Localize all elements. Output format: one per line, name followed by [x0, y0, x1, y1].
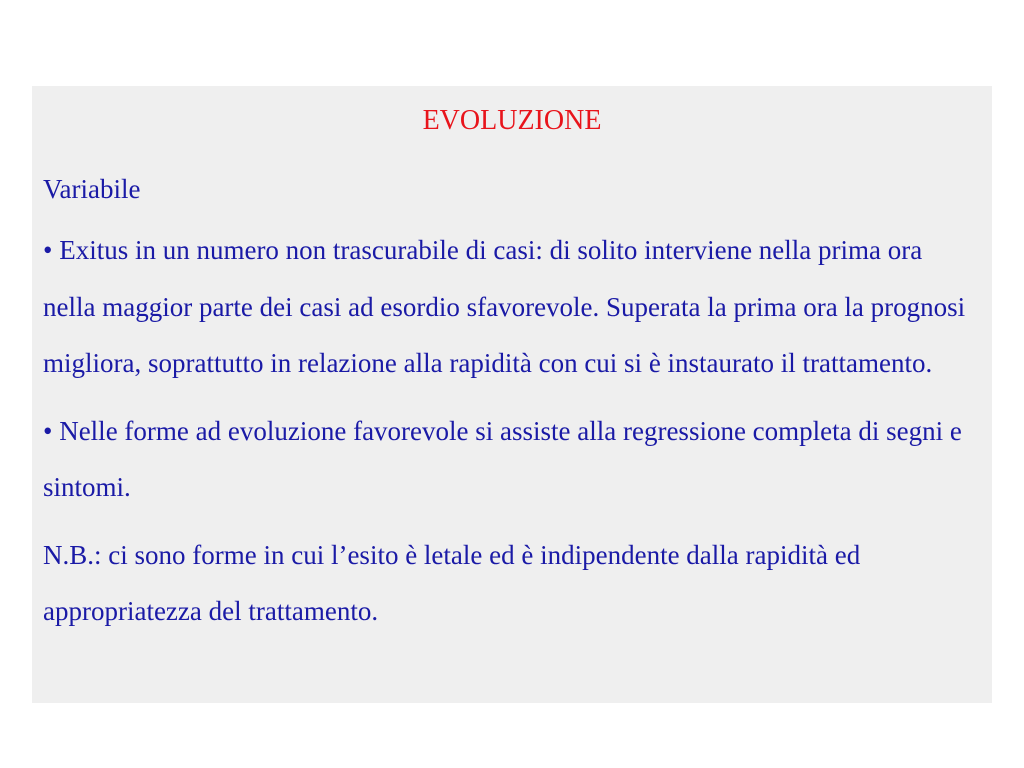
slide-content-box — [32, 86, 992, 703]
slide-title: EVOLUZIONE — [422, 105, 602, 136]
paragraph-exitus: • Exitus in un numero non trascurabile di casi: di solito interviene nella prima ora nella maggior parte dei casi ad esordio sfavorevole. Superata la prima ora la prognosi migliora, soprattutto in relazione alla rapidità con cui si è instaurato il trattamento. — [43, 235, 966, 378]
paragraph-nb-note: N.B.: ci sono forme in cui l’esito è letale ed è indipendente dalla rapidità ed appropriatezza del trattamento. — [43, 539, 861, 626]
slide-subtitle: Variabile — [43, 174, 141, 204]
paragraph-favorable-evolution: • Nelle forme ad evoluzione favorevole si assiste alla regressione completa di segni e sintomi. — [43, 415, 962, 502]
